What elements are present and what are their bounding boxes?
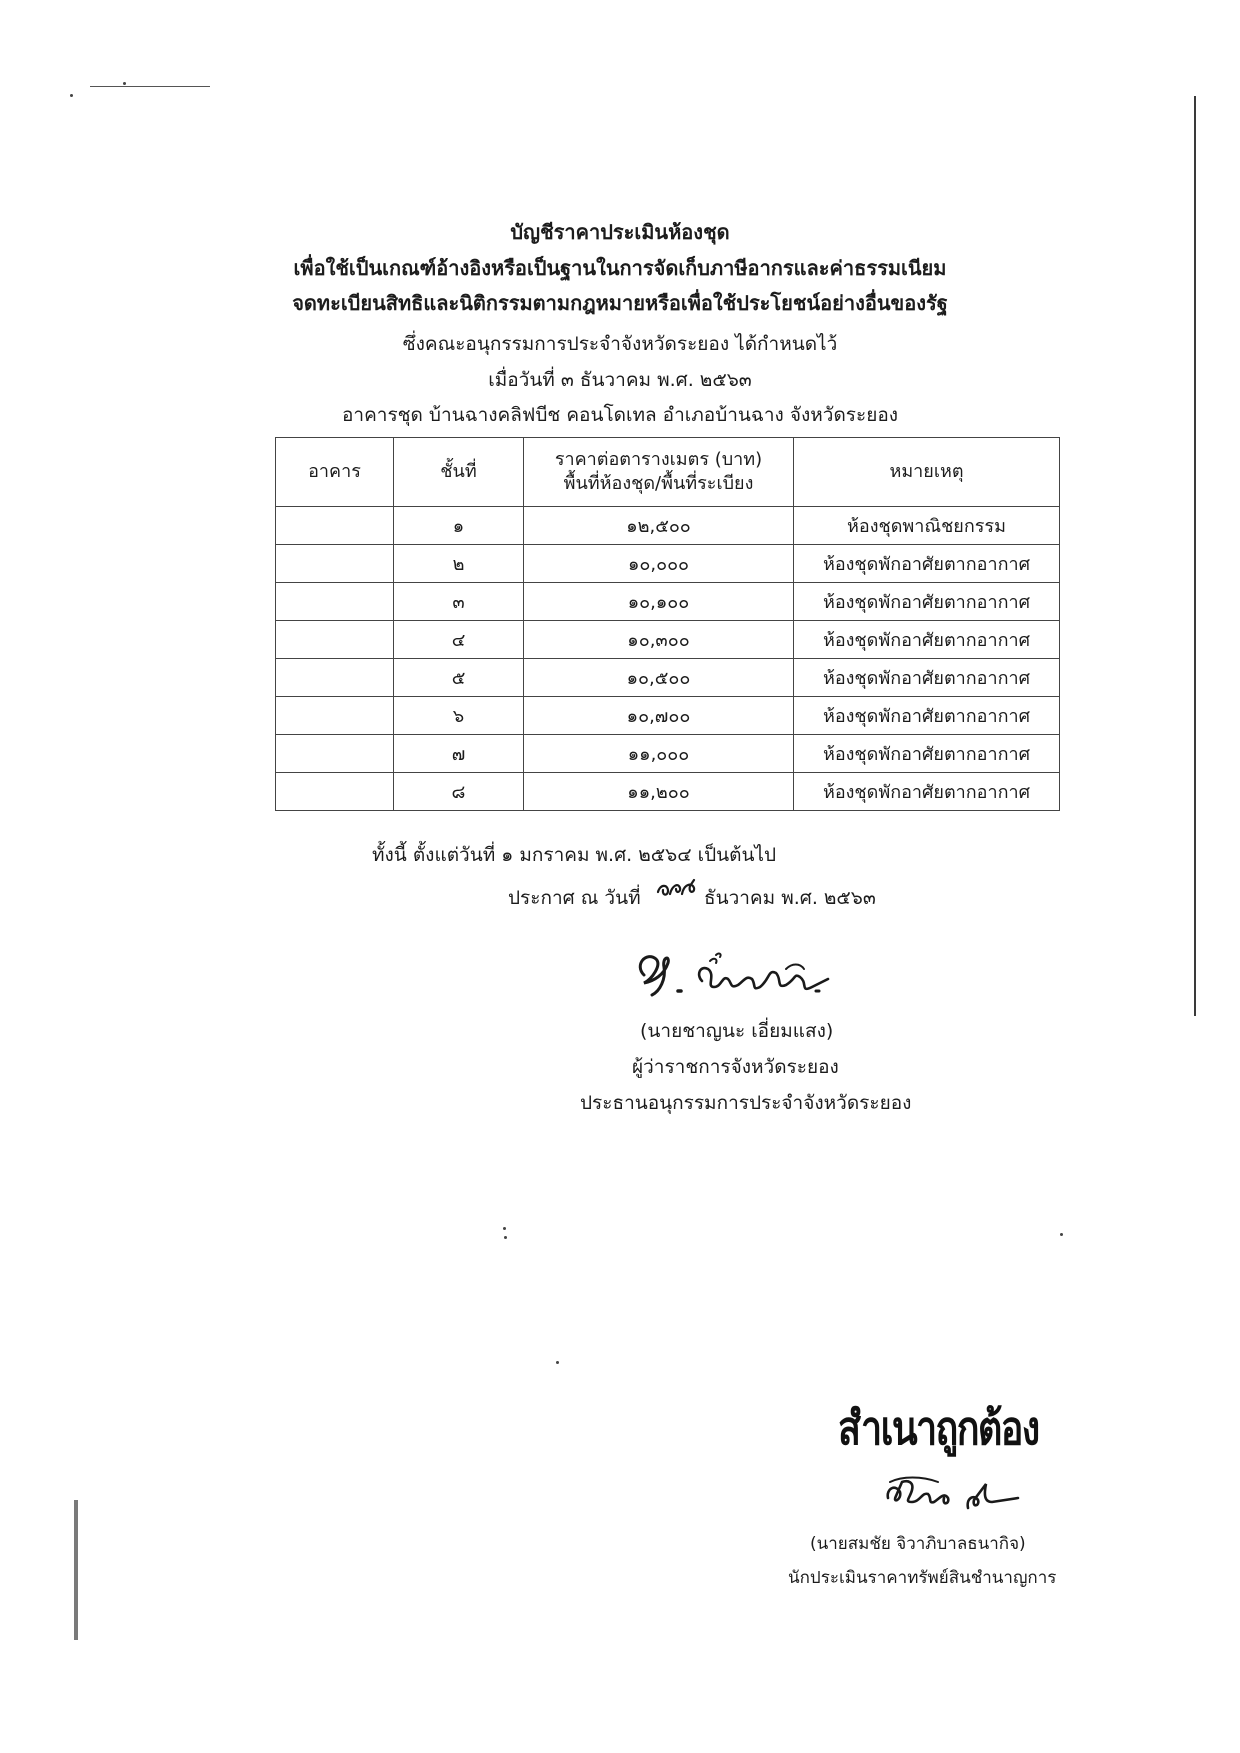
header-floor: ชั้นที่ bbox=[394, 438, 524, 507]
cell-floor: ๖ bbox=[394, 697, 524, 735]
scan-artifact-dot bbox=[556, 1361, 559, 1364]
cell-price: ๑๐,๕๐๐ bbox=[524, 659, 794, 697]
cell-building bbox=[276, 659, 394, 697]
cell-remark: ห้องชุดพักอาศัยตากอากาศ bbox=[794, 735, 1060, 773]
signer-name: (นายชาญนะ เอี่ยมแสง) bbox=[640, 1020, 834, 1042]
committee-line: ซึ่งคณะอนุกรรมการประจำจังหวัดระยอง ได้กำหนดไว้ bbox=[402, 333, 838, 355]
table-row bbox=[276, 545, 1060, 583]
signer-title-2: ประธานอนุกรรมการประจำจังหวัดระยอง bbox=[580, 1092, 912, 1114]
cell-building bbox=[276, 583, 394, 621]
handwritten-day-digits bbox=[654, 874, 698, 904]
governor-signature bbox=[630, 935, 840, 1010]
cell-floor: ๒ bbox=[394, 545, 524, 583]
cell-remark: ห้องชุดพักอาศัยตากอากาศ bbox=[794, 659, 1060, 697]
scan-artifact-dot bbox=[123, 82, 126, 85]
cell-remark: ห้องชุดพักอาศัยตากอากาศ bbox=[794, 545, 1060, 583]
resolution-date-line: เมื่อวันที่ ๓ ธันวาคม พ.ศ. ๒๕๖๓ bbox=[488, 369, 752, 391]
cell-remark: ห้องชุดพักอาศัยตากอากาศ bbox=[794, 583, 1060, 621]
certifier-name: (นายสมชัย จิวาภิบาลธนากิจ) bbox=[810, 1534, 1026, 1554]
cell-remark: ห้องชุดพักอาศัยตากอากาศ bbox=[794, 773, 1060, 811]
table-row bbox=[276, 507, 1060, 545]
document-title: บัญชีราคาประเมินห้องชุด bbox=[510, 220, 730, 244]
table-row bbox=[276, 773, 1060, 811]
cell-price: ๑๑,๒๐๐ bbox=[524, 773, 794, 811]
scan-artifact-line bbox=[90, 86, 210, 87]
cell-floor: ๔ bbox=[394, 621, 524, 659]
document-title-line-3: จดทะเบียนสิทธิและนิติกรรมตามกฎหมายหรือเพื่อใช้ประโยชน์อย่างอื่นของรัฐ bbox=[292, 291, 948, 315]
document-title-line-2: เพื่อใช้เป็นเกณฑ์อ้างอิงหรือเป็นฐานในการจัดเก็บภาษีอากรและค่าธรรมเนียม bbox=[293, 256, 947, 280]
signer-title-1: ผู้ว่าราชการจังหวัดระยอง bbox=[632, 1056, 839, 1078]
cell-floor: ๑ bbox=[394, 507, 524, 545]
header-price-line-2: พื้นที่ห้องชุด/พื้นที่ระเบียง bbox=[563, 473, 754, 494]
cell-building bbox=[276, 735, 394, 773]
cell-price: ๑๐,๑๐๐ bbox=[524, 583, 794, 621]
cell-building bbox=[276, 697, 394, 735]
header-price-line-1: ราคาต่อตารางเมตร (บาท) bbox=[554, 449, 763, 470]
cell-price: ๑๐,๓๐๐ bbox=[524, 621, 794, 659]
cell-building bbox=[276, 507, 394, 545]
table-row bbox=[276, 735, 1060, 773]
header-remark: หมายเหตุ bbox=[794, 438, 1060, 507]
certified-copy-stamp: สำเนาถูกต้อง bbox=[838, 1401, 1039, 1455]
scan-artifact-dot bbox=[503, 1227, 506, 1230]
certifier-signature bbox=[882, 1468, 1022, 1520]
scan-artifact-dot bbox=[504, 1236, 507, 1239]
cell-floor: ๘ bbox=[394, 773, 524, 811]
scan-artifact-dot bbox=[70, 94, 73, 97]
cell-remark: ห้องชุดพักอาศัยตากอากาศ bbox=[794, 621, 1060, 659]
scan-artifact-dot bbox=[1060, 1233, 1063, 1236]
cell-remark: ห้องชุดพักอาศัยตากอากาศ bbox=[794, 697, 1060, 735]
table-header-row bbox=[276, 438, 1060, 507]
header-building: อาคาร bbox=[276, 438, 394, 507]
cell-price: ๑๒,๕๐๐ bbox=[524, 507, 794, 545]
announce-date-prefix: ประกาศ ณ วันที่ bbox=[508, 887, 641, 909]
cell-price: ๑๐,๐๐๐ bbox=[524, 545, 794, 583]
cell-price: ๑๐,๗๐๐ bbox=[524, 697, 794, 735]
announce-date-suffix: ธันวาคม พ.ศ. ๒๕๖๓ bbox=[704, 887, 876, 909]
cell-floor: ๕ bbox=[394, 659, 524, 697]
price-table bbox=[275, 437, 1060, 811]
cell-remark: ห้องชุดพาณิชยกรรม bbox=[794, 507, 1060, 545]
scan-artifact-edge bbox=[74, 1500, 78, 1640]
cell-floor: ๓ bbox=[394, 583, 524, 621]
cell-price: ๑๑,๐๐๐ bbox=[524, 735, 794, 773]
table-row bbox=[276, 621, 1060, 659]
table-row bbox=[276, 583, 1060, 621]
cell-building bbox=[276, 773, 394, 811]
cell-floor: ๗ bbox=[394, 735, 524, 773]
header-price bbox=[524, 438, 794, 507]
building-line: อาคารชุด บ้านฉางคลิฟบีช คอนโดเทล อำเภอบ้านฉาง จังหวัดระยอง bbox=[341, 404, 899, 426]
table-row bbox=[276, 659, 1060, 697]
effective-date-line: ทั้งนี้ ตั้งแต่วันที่ ๑ มกราคม พ.ศ. ๒๕๖๔ เป็นต้นไป bbox=[372, 844, 777, 866]
table-row bbox=[276, 697, 1060, 735]
cell-building bbox=[276, 545, 394, 583]
cell-building bbox=[276, 621, 394, 659]
certifier-title: นักประเมินราคาทรัพย์สินชำนาญการ bbox=[788, 1568, 1057, 1588]
